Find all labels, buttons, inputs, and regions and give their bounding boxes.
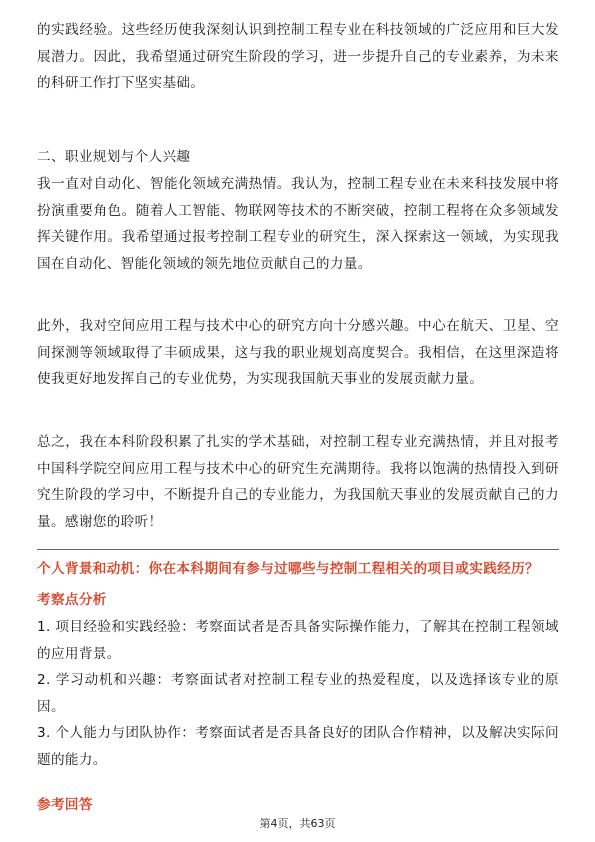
interview-question: 个人背景和动机：你在本科期间有参与过哪些与控制工程相关的项目或实践经历？ <box>37 561 539 577</box>
paragraph-conclusion: 总之，我在本科阶段积累了扎实的学术基础，对控制工程专业充满热情，并且对报考中国科学院空间应用工程与技术中心的研究生充满期待。我将以饱满的热情投入到研究生阶段的学习中，不断提升自己的专业能力，为我国航天事业的发展贡献自己的力量。感谢您的聆听！ <box>37 434 559 530</box>
analysis-point: 2. 学习动机和兴趣：考察面试者对控制工程专业的热爱程度，以及选择该专业的原因。 <box>37 672 559 715</box>
analysis-point: 3. 个人能力与团队协作：考察面试者是否具备良好的团队合作精神，以及解决实际问题的能力。 <box>37 725 559 768</box>
paragraph-interest: 我一直对自动化、智能化领域充满热情。我认为，控制工程专业在未来科技发展中将扮演重要角色。随着人工智能、物联网等技术的不断突破，控制工程将在众多领域发挥关键作用。我希望通过报考控制工程专业的研究生，深入探索这一领域，为实现我国在自动化、智能化领域的领先地位贡献自己的力量。 <box>37 176 559 272</box>
analysis-points <box>37 614 559 773</box>
section-divider <box>37 549 559 550</box>
analysis-point: 1. 项目经验和实践经验：考察面试者是否具备实际操作能力，了解其在控制工程领域的应用背景。 <box>37 619 559 662</box>
analysis-title: 考察点分析 <box>37 592 107 608</box>
answer-title: 参考回答 <box>37 797 93 813</box>
paragraph-intro-end: 的实践经验。这些经历使我深刻认识到控制工程专业在科技领域的广泛应用和巨大发展潜力。因此，我希望通过研究生阶段的学习，进一步提升自己的专业素养，为未来的科研工作打下坚实基础。 <box>37 22 559 91</box>
section-heading: 二、职业规划与个人兴趣 <box>37 149 191 165</box>
paragraph-center: 此外，我对空间应用工程与技术中心的研究方向十分感兴趣。中心在航天、卫星、空间探测等领域取得了丰硕成果，这与我的职业规划高度契合。我相信，在这里深造将使我更好地发挥自己的专业优势，为实现我国航天事业的发展贡献力量。 <box>37 318 559 387</box>
page-number: 第4页，共63页 <box>259 817 336 830</box>
